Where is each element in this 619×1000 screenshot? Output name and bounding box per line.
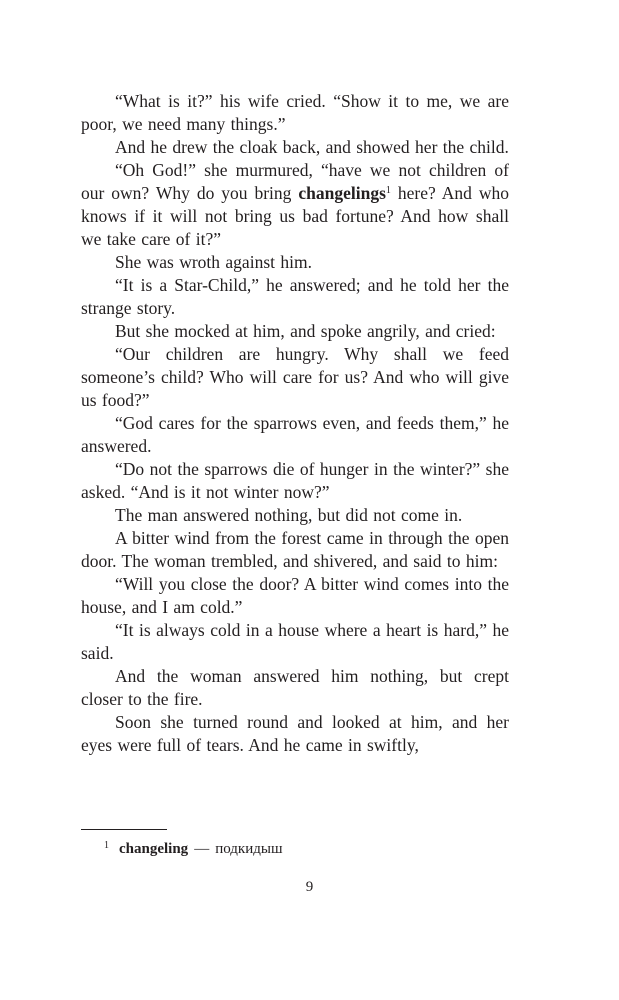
footnote-translation: подкидыш <box>215 841 283 857</box>
paragraph-text: here? And who knows if it will not bring us bad fortune? And how shall we take care of it?” <box>81 183 509 249</box>
paragraph: “Will you close the door? A bitter wind comes into the house, and I am cold.” <box>81 574 509 617</box>
paragraph: “It is a Star-Child,” he answered; and he told her the strange story. <box>81 275 509 318</box>
page-number: 9 <box>305 879 314 895</box>
paragraph: “God cares for the sparrows even, and feeds them,” he answered. <box>81 413 509 456</box>
paragraph: She was wroth against him. <box>115 252 312 272</box>
footnote-term: changeling <box>119 841 189 857</box>
glossed-term: changelings <box>298 183 386 203</box>
paragraph: But she mocked at him, and spoke angrily, and cried: <box>115 321 496 341</box>
footnote-divider <box>81 829 167 830</box>
footnote-reference: 1 <box>385 185 391 196</box>
paragraph-text: “Oh God!” she murmured, “have we not children of our own? Why do you bring <box>81 160 509 203</box>
paragraph: And the woman answered him nothing, but crept closer to the fire. <box>81 666 509 709</box>
paragraph: Soon she turned round and looked at him, and her eyes were full of tears. And he came in swiftly, <box>81 712 509 755</box>
body-text <box>81 90 509 757</box>
paragraph: A bitter wind from the forest came in through the open door. The woman trembled, and shivered, and said to him: <box>81 528 509 571</box>
paragraph: “What is it?” his wife cried. “Show it to me, we are poor, we need many things.” <box>81 91 509 134</box>
paragraph: And he drew the cloak back, and showed her the child. <box>115 137 509 157</box>
paragraph: The man answered nothing, but did not come in. <box>115 505 463 525</box>
footnote-mark: 1 <box>104 840 109 851</box>
footnote <box>104 836 283 859</box>
paragraph: “Do not the sparrows die of hunger in the winter?” she asked. “And is it not winter now?” <box>81 459 509 502</box>
paragraph: “It is always cold in a house where a heart is hard,” he said. <box>81 620 509 663</box>
footnote-dash: — <box>194 841 210 857</box>
paragraph: “Our children are hungry. Why shall we feed someone’s child? Who will care for us? And who will give us food?” <box>81 344 509 410</box>
paragraph-with-footnote <box>81 159 509 251</box>
